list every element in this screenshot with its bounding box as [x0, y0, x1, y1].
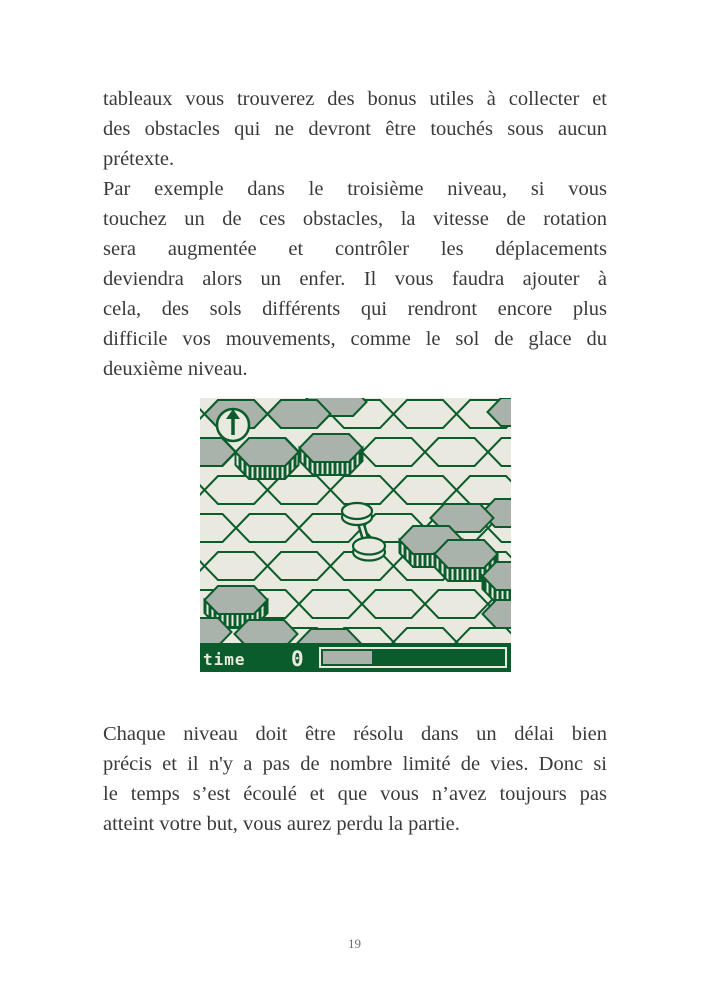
game-screenshot	[200, 398, 511, 672]
text-line: Chaque niveau doit être résolu dans un délai bien	[103, 723, 607, 745]
paragraph	[103, 719, 607, 839]
paragraph	[103, 174, 607, 384]
text-line: le temps s’est écoulé et que vous n’avez toujours pas	[103, 783, 607, 805]
raised-tile	[435, 540, 498, 568]
text-line: difficile vos mouvements, comme le sol de glace du	[103, 328, 607, 350]
text-line: atteint votre but, vous aurez perdu la partie.	[103, 813, 460, 835]
text-line: deuxième niveau.	[103, 358, 248, 380]
time-bar	[200, 643, 511, 672]
text-line: deviendra alors un enfer. Il vous faudra ajouter à	[103, 268, 607, 290]
text-line: Par exemple dans le troisième niveau, si vous	[103, 178, 607, 200]
dumbbell-disc	[342, 503, 372, 519]
raised-tile	[236, 438, 299, 466]
text-block-top	[103, 84, 607, 384]
time-counter: 0	[291, 647, 304, 671]
raised-tile	[205, 586, 268, 614]
time-progress-fill	[323, 651, 372, 664]
arrow-up-icon	[217, 409, 249, 441]
paragraph	[103, 84, 607, 174]
page-number: 19	[348, 936, 361, 951]
text-line: sera augmentée et contrôler les déplacements	[103, 238, 607, 260]
time-label: time	[203, 650, 246, 669]
text-line: précis et il n'y a pas de nombre limité de vies. Donc si	[103, 753, 607, 775]
text-line: prétexte.	[103, 148, 175, 170]
text-line: touchez un de ces obstacles, la vitesse de rotation	[103, 208, 607, 230]
raised-tile	[300, 434, 363, 462]
text-block-bottom	[103, 719, 607, 839]
raised-tile	[268, 400, 331, 428]
text-line: cela, des sols différents qui rendront encore plus	[103, 298, 607, 320]
dumbbell-disc	[353, 538, 385, 555]
text-line: tableaux vous trouverez des bonus utiles à collecter et	[103, 88, 607, 110]
text-line: des obstacles qui ne devront être touchés sous aucun	[103, 118, 607, 140]
